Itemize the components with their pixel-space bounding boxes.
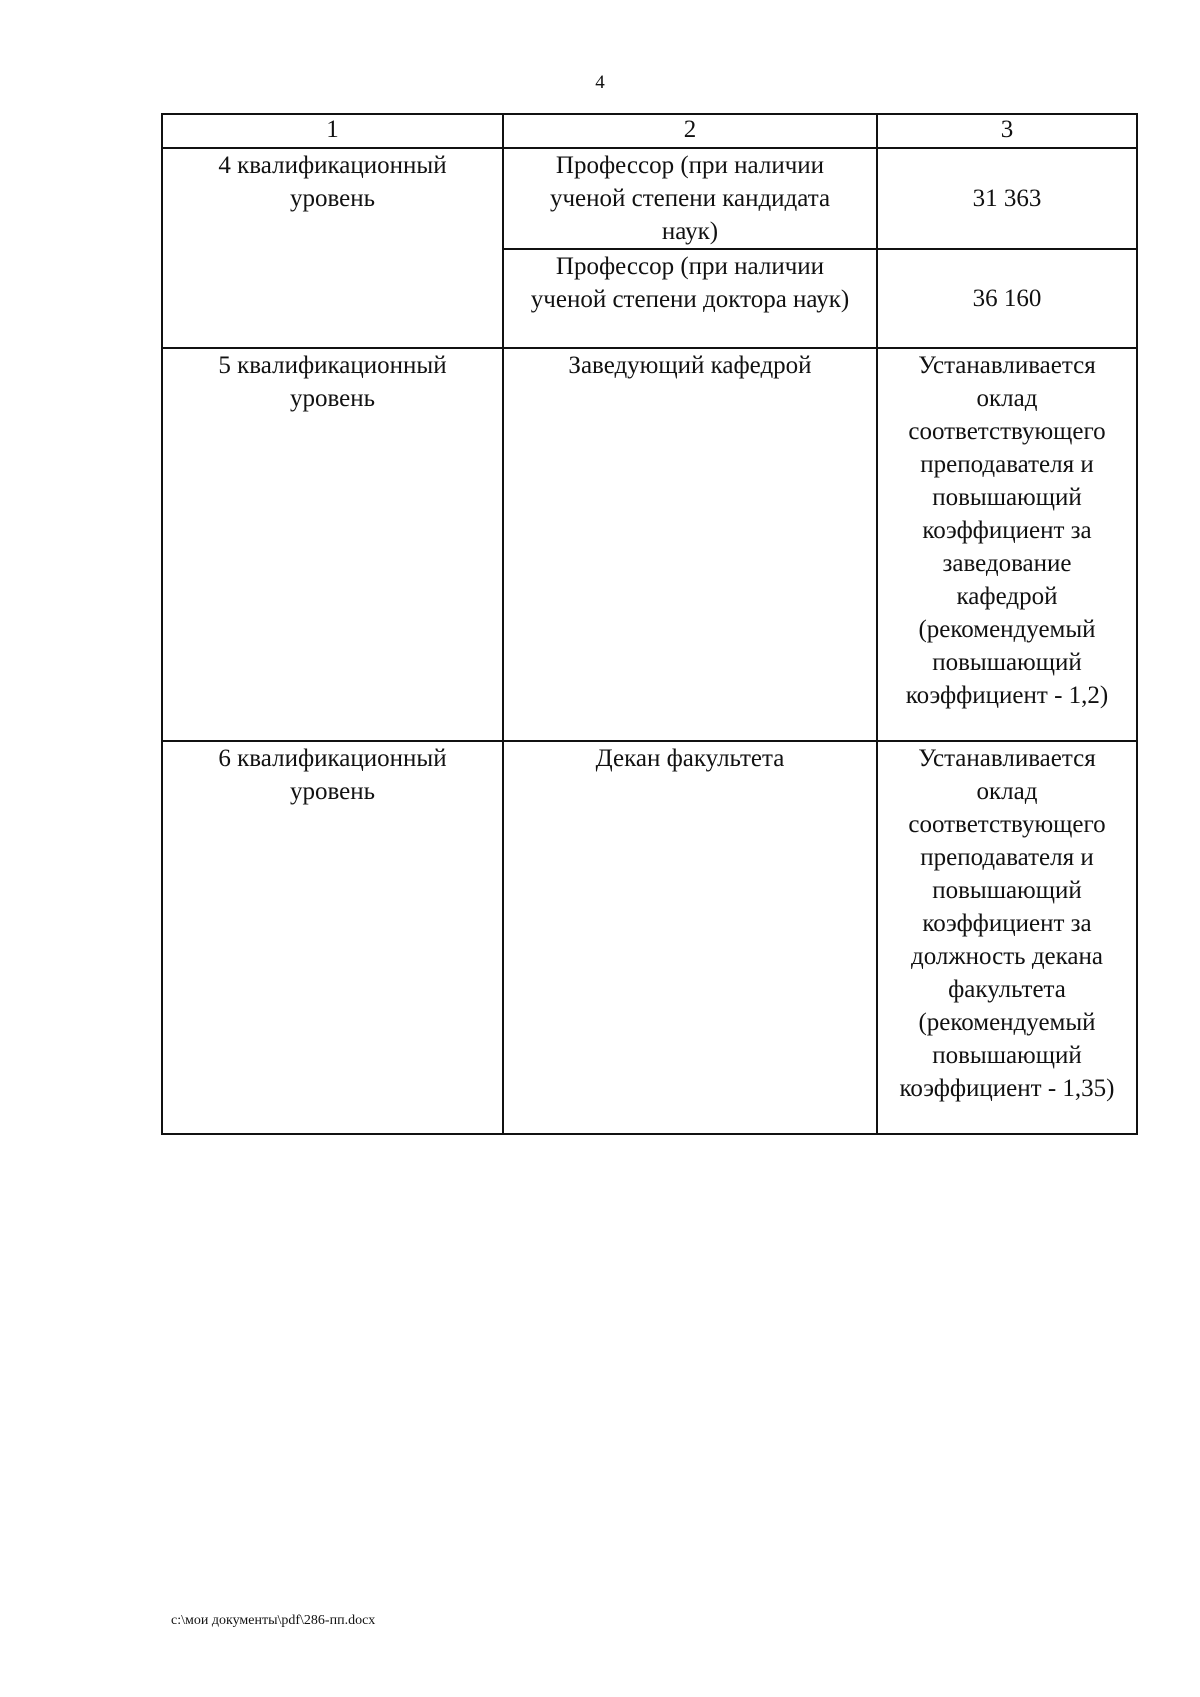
salary-cell — [877, 348, 1137, 741]
salary-cell — [877, 741, 1137, 1134]
qualification-table — [161, 113, 1138, 1135]
column-header-2: 2 — [503, 114, 877, 148]
position-text: Профессор (при наличии ученой степени доктора наук) — [530, 253, 850, 313]
salary-description: Устанавливается оклад соответствующего преподавателя и повышающий коэффициент за должность декана факультета (рекомендуемый повышающий коэффициент - 1,35) — [899, 745, 1115, 1102]
position-text: Заведующий кафедрой — [568, 352, 812, 379]
position-text: Декан факультета — [595, 745, 785, 772]
page-number: 4 — [595, 72, 605, 93]
level-text: 4 квалификационный уровень — [218, 152, 447, 212]
salary-description: Устанавливается оклад соответствующего преподавателя и повышающий коэффициент за заведование кафедрой (рекомендуемый повышающий коэффициент - 1,2) — [905, 352, 1109, 709]
level-cell — [162, 741, 503, 1134]
salary-value: 31 363 — [972, 185, 1042, 212]
table-row — [162, 348, 1137, 741]
column-header-1: 1 — [162, 114, 503, 148]
level-text: 6 квалификационный уровень — [218, 745, 447, 805]
salary-value: 36 160 — [972, 285, 1042, 312]
position-cell — [503, 148, 877, 249]
level-text: 5 квалификационный уровень — [218, 352, 447, 412]
salary-cell — [877, 148, 1137, 249]
column-header-3: 3 — [877, 114, 1137, 148]
table-header-row — [162, 114, 1137, 148]
level-cell — [162, 348, 503, 741]
position-cell — [503, 348, 877, 741]
table-row — [162, 741, 1137, 1134]
table-row — [162, 148, 1137, 249]
position-cell — [503, 249, 877, 348]
level-cell — [162, 148, 503, 348]
footer-file-path: c:\мои документы\pdf\286-пп.docx — [171, 1613, 376, 1628]
salary-cell — [877, 249, 1137, 348]
position-text: Профессор (при наличии ученой степени кандидата наук) — [549, 152, 831, 245]
position-cell — [503, 741, 877, 1134]
